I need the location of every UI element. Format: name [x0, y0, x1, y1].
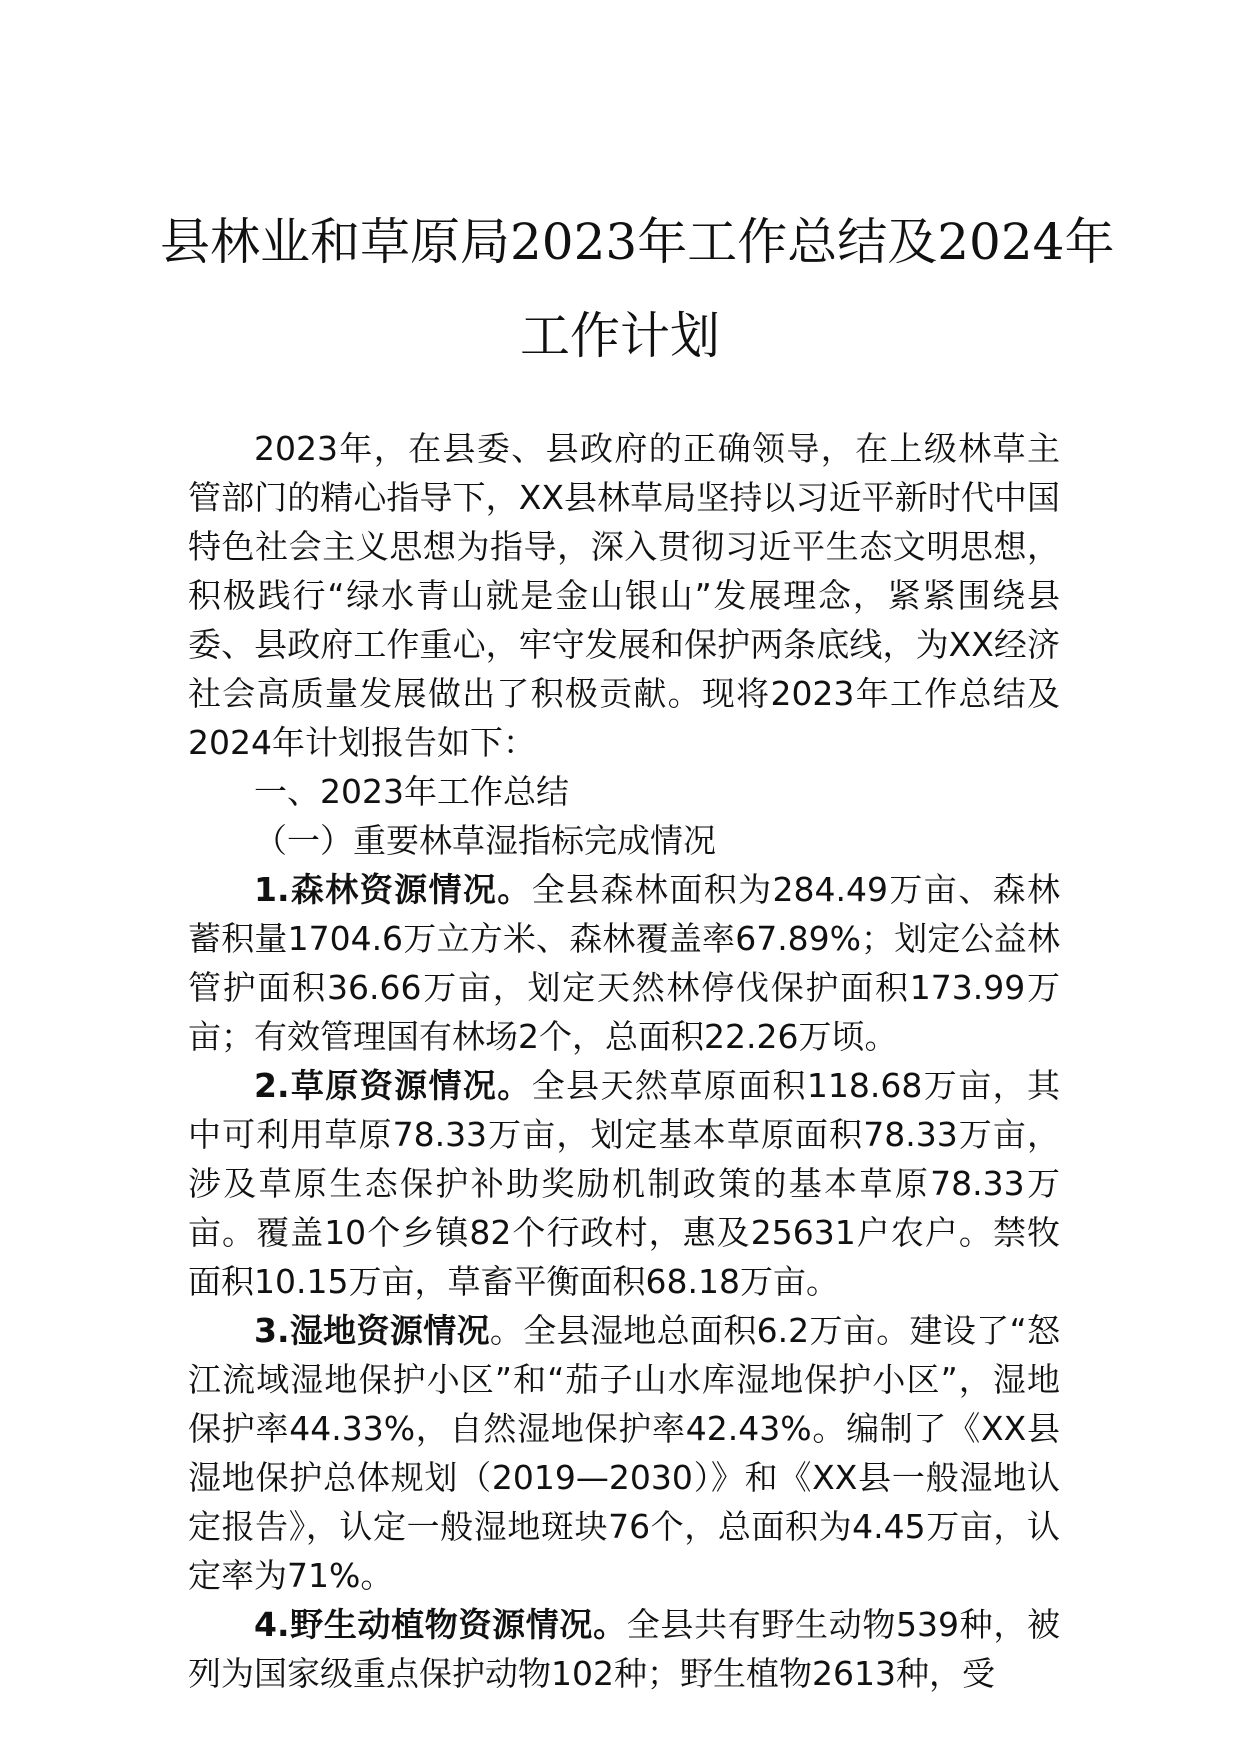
intro-paragraph: 2023年，在县委、县政府的正确领导，在上级林草主管部门的精心指导下，XX县林草局坚持以习近平新时代中国特色社会主义思想为指导，深入贯彻习近平生态文明思想，积极践行“绿水青山就是金山银山”发展理念，紧紧围绕县委、县政府工作重心，牢守发展和保护两条底线，为XX经济社会高质量发展做出了积极贡献。现将2023年工作总结及2024年计划报告如下：	[188, 429, 1060, 762]
item-text: 全县天然草原面积118.68万亩，其中可利用草原78.33万亩，划定基本草原面积78.33万亩，涉及草原生态保护补助奖励机制政策的基本草原78.33万亩。覆盖10个乡镇82个行政村，惠及25631户农户。禁牧面积10.15万亩，草畜平衡面积68.18万亩。	[188, 1066, 1061, 1301]
item-lead: 1.森林资源情况。	[254, 870, 532, 909]
document-title-line-2: 工作计划	[520, 307, 720, 365]
item-paragraph-wildlife	[188, 1600, 1060, 1698]
item-text: 。全县湿地总面积6.2万亩。建设了“怒江流域湿地保护小区”和“茄子山水库湿地保护小区”，湿地保护率44.33%，自然湿地保护率42.43%。编制了《XX县湿地保护总体规划（2019—2030）》和《XX县一般湿地认定报告》，认定一般湿地斑块76个，总面积为4.45万亩，认定率为71%。	[188, 1311, 1061, 1595]
section-heading: 一、2023年工作总结	[254, 772, 569, 811]
item-text: 全县共有野生动物539种，被列为国家级重点保护动物102种；野生植物2613种，受	[188, 1605, 1060, 1693]
item-paragraph-forest	[188, 865, 1060, 1061]
item-paragraph-wetland	[188, 1306, 1060, 1600]
item-lead: 2.草原资源情况。	[254, 1066, 532, 1105]
item-lead: 4.野生动植物资源情况。	[254, 1605, 627, 1644]
document-title-line-1: 县林业和草原局2023年工作总结及2024年	[160, 213, 1115, 271]
document-body	[188, 424, 1060, 1698]
item-paragraph-grassland	[188, 1061, 1060, 1306]
item-text: 全县森林面积为284.49万亩、森林蓄积量1704.6万立方米、森林覆盖率67.89%；划定公益林管护面积36.66万亩，划定天然林停伐保护面积173.99万亩；有效管理国有林场2个，总面积22.26万顷。	[188, 870, 1061, 1056]
subsection-heading: （一）重要林草湿指标完成情况	[254, 821, 716, 860]
item-lead: 3.湿地资源情况	[254, 1311, 490, 1350]
